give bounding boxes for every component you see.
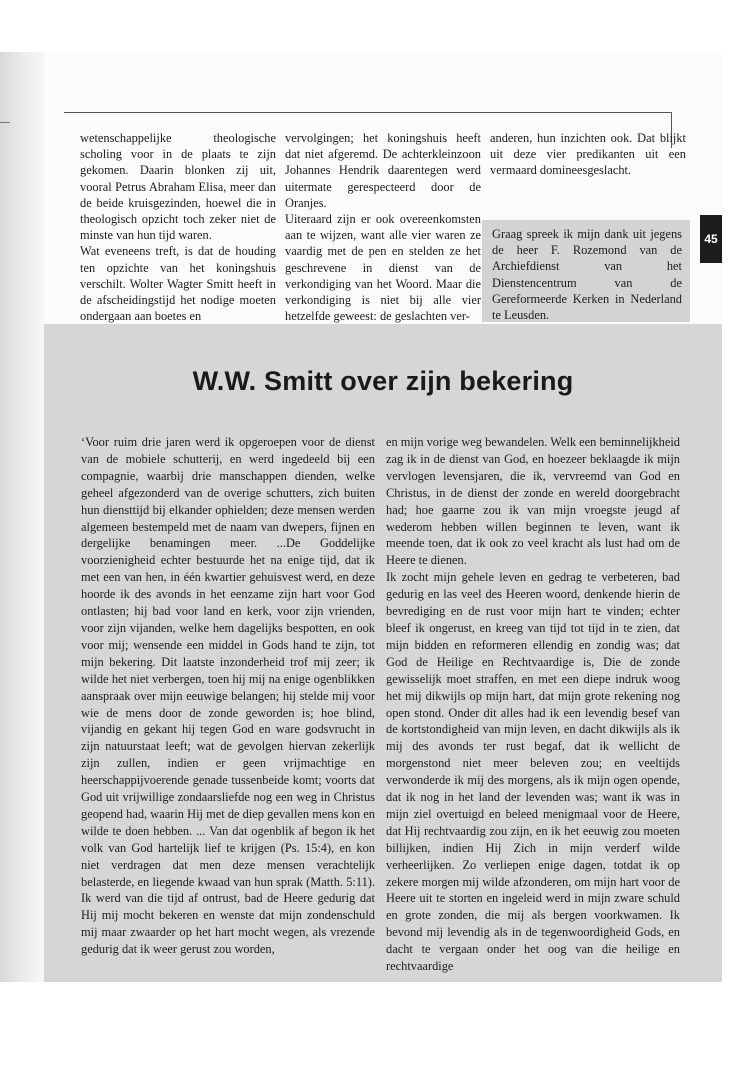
top-column-2 [285,130,481,324]
sidebar-section [44,324,722,982]
spread-gutter-shadow [0,52,44,982]
paragraph: ‘Voor ruim drie jaren werd ik opgeroepen voor de dienst van de mobiele schutterij, en werd ingedeeld bij een compagnie, waarbij drie manschappen dienden, welke geheel afgezonderd van de overige schutters, zich buiten hun diensttijd bij elkander ophielden; deze mensen werden algemeen bestempeld met de naam van dwepers, fijnen en dergelijke benamingen meer. ...De Goddelijke voorzienigheid echter bestuurde het na enige tijd, dat ik met een van hen, in één kwartier gehuisvest werd, en deze hoorde ik des avonds in het eenzame zijn hart voor God ontlasten; hij bad voor land en kerk, voor zijn vrienden, voor zijn vijanden, welke hem dagelijks bespotten, en ook voor mij; wensende een middel in Gods hand te zijn, tot mijn bekering. Dit laatste inzonderheid trof mij zeer; ik wilde het niet verbergen, toen hij mij na enige ogenblikken aanspraak over mijn eeuwige belangen; hij stelde mij voor wie de mens door de zonde geworden is; hoe blind, vijandig en gekant hij tegen God en ware godsvrucht in zijn natuurstaat leeft; wat de gevolgen hiervan zekerlijk zijn zullen, indien er geen vrijmachtige en heerschappijvoerende genade tussenbeide komt; voorts dat God uit vrijwillige zondaarsliefde nog een weg in Christus geopend had, waarin Hij met de diep gevallen mens kon en wilde te doen hebben. ... Van dat ogenblik af begon ik het volk van God hartelijk lief te krijgen (Ps. 15:4), en kon niet verdragen dat men deze mensen verachtelijk belasterde, en liegende kwaad van hun sprak (Matth. 5:11). Ik werd van die tijd af ontrust, bad de Heere gedurig dat Hij mij mocht bekeren en wenste dat mijn zondenschuld mij maar zwaarder op het hart mocht wegen, als vrezende gedurig dat ik weer gerust zou worden, [81,435,375,957]
section-column-2 [386,434,680,975]
paragraph: vervolgingen; het koningshuis heeft dat niet afgeremd. De achterkleinzoon Johannes Hendrik daarentegen werd uitermate gerespecteerd door de Oranjes. [285,131,481,210]
section-title: W.W. Smitt over zijn bekering [192,366,574,396]
header-rule [64,112,672,113]
left-page-edge-mark [0,122,10,123]
top-column-1 [80,130,276,324]
page-number-tab: 45 [700,215,722,263]
magazine-page [44,52,722,982]
paragraph: Uiteraard zijn er ook overeenkomsten aan te wijzen, want alle vier waren ze vaardig met de pen en stelden ze het geschrevene in dienst van de verkondiging van het Woord. Maar die verkondiging is niet bij alle vier hetzelfde geweest: de geslachten ver- [285,212,481,324]
paragraph: Ik zocht mijn gehele leven en gedrag te verbeteren, bad gedurig en las veel des Heeren woord, denkende hierin de bevrediging en de rust voor mijn hart te vinden; echter bleef ik ongerust, en kreeg van tijd tot tijd in te zien, dat mijn bidden en reformeren ellendig en zondig was; dat God de Heilige en Rechtvaardige is, Die de zonde gewisselijk moet straffen, en met een diepe indruk woog het mij dikwijls op mijn hart, dat mijn grote rekening nog open stond. Onder dit alles had ik een levendig besef van de kortstondigheid van mijn leven, en dacht dikwijls als ik mij des avonds ter rust begaf, dat ik wellicht de morgenstond niet meer beleven zou; en veeltijds verwonderde ik mij des morgens, als ik mijn ogen opende, dat ik nog in het land der levenden was; want ik was in mijn ziel overtuigd en beleed menigmaal voor de Heere, dat Hij rechtvaardig zou zijn, en ik het eeuwig zou moeten billijken, indien Hij Zich in mijn verderf wilde verheerlijken. Zo verliepen enige dagen, totdat ik op zekere morgen mij wilde afzonderen, om mijn hart voor de Heere uit te storten en ingeleid werd in mijn zware schuld en grote zonden, die mij als bergen voorkwamen. Ik bevond mij levendig als in de tegenwoordigheid Gods, en dacht te vergaan onder het oog van die heilige en rechtvaardige [386,570,680,974]
paragraph: en mijn vorige weg bewandelen. Welk een beminnelijkheid zag ik in de dienst van God, en hoezeer beklaagde ik mijn vervlogen levensjaren, die ik, vervreemd van God en Christus, in de dienst der zonde en wereld doorgebracht had; hoe gaarne zou ik van mijn vroegste jeugd af wederom hebben willen beginnen te leven, want ik meende toen, dat ik ook zo veel kracht als lust had om de Heere te dienen. [386,435,680,568]
top-column-3 [490,130,686,179]
section-column-1 [81,434,375,958]
paragraph: anderen, hun inzichten ook. Dat blijkt uit deze vier predikanten uit een vermaard domineesgeslacht. [490,131,686,178]
paragraph: Wat eveneens treft, is dat de houding ten opzichte van het koningshuis verschilt. Wolter Wagter Smitt heeft in de afscheidingstijd het nodige moeten ondergaan aan boetes en [80,244,276,324]
acknowledgement-box: Graag spreek ik mijn dank uit jegens de heer F. Rozemond van de Archiefdienst van het Dienstencentrum van de Gereformeerde Kerken in Nederland te Leusden. [482,220,690,322]
paragraph: wetenschappelijke theologische scholing voor in de plaats te zijn gekomen. Daarin blonken zij uit, vooral Petrus Abraham Elisa, meer dan de beide kruisgezinden, hoewel die in theologisch opzicht toch zeker niet de minste van hun tijd waren. [80,131,276,243]
